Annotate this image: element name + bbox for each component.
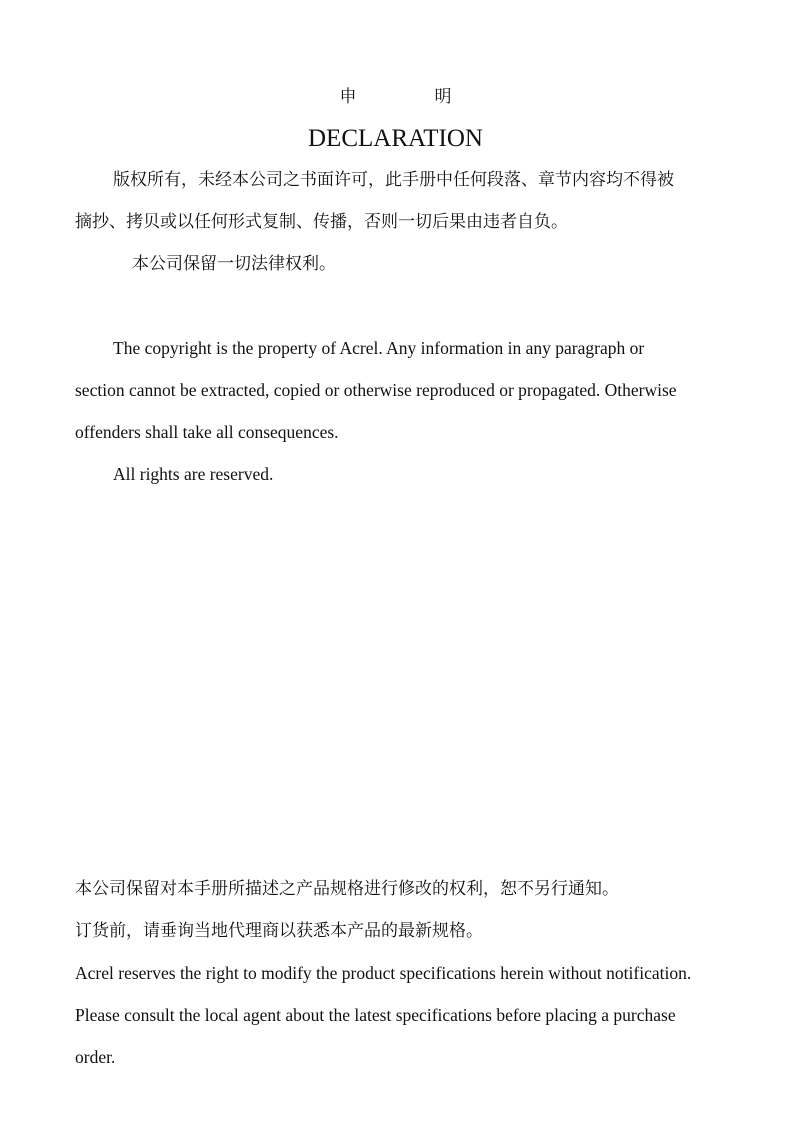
notice-en-line-1: Acrel reserves the right to modify the product specifications herein without notification. bbox=[75, 963, 692, 983]
title-chinese: 申明 bbox=[339, 87, 530, 107]
copyright-en-line-1: The copyright is the property of Acrel. Any information in any paragraph or bbox=[113, 338, 645, 358]
notice-cn-line-2: 订货前，请垂询当地代理商以获悉本产品的最新规格。 bbox=[75, 921, 483, 941]
notice-en-line-2: Please consult the local agent about the latest specifications before placing a purchase bbox=[75, 1005, 676, 1025]
copyright-cn-line-1: 版权所有，未经本公司之书面许可，此手册中任何段落、章节内容均不得被 bbox=[113, 170, 674, 190]
copyright-paragraph-chinese bbox=[75, 159, 735, 285]
copyright-en-line-2: section cannot be extracted, copied or otherwise reproduced or propagated. Otherwise bbox=[75, 380, 677, 400]
rights-reserved-chinese: 本公司保留一切法律权利。 bbox=[132, 254, 336, 274]
title-english: DECLARATION bbox=[308, 125, 483, 152]
notice-paragraph-chinese bbox=[75, 868, 735, 952]
notice-paragraph-english bbox=[75, 952, 735, 1078]
copyright-cn-line-2: 摘抄、拷贝或以任何形式复制、传播，否则一切后果由违者自负。 bbox=[75, 212, 568, 232]
copyright-paragraph-english bbox=[75, 327, 735, 495]
notice-en-line-3: order. bbox=[75, 1047, 116, 1067]
rights-reserved-english: All rights are reserved. bbox=[113, 464, 274, 484]
copyright-en-line-3: offenders shall take all consequences. bbox=[75, 422, 339, 442]
notice-cn-line-1: 本公司保留对本手册所描述之产品规格进行修改的权利，恕不另行通知。 bbox=[75, 879, 619, 899]
